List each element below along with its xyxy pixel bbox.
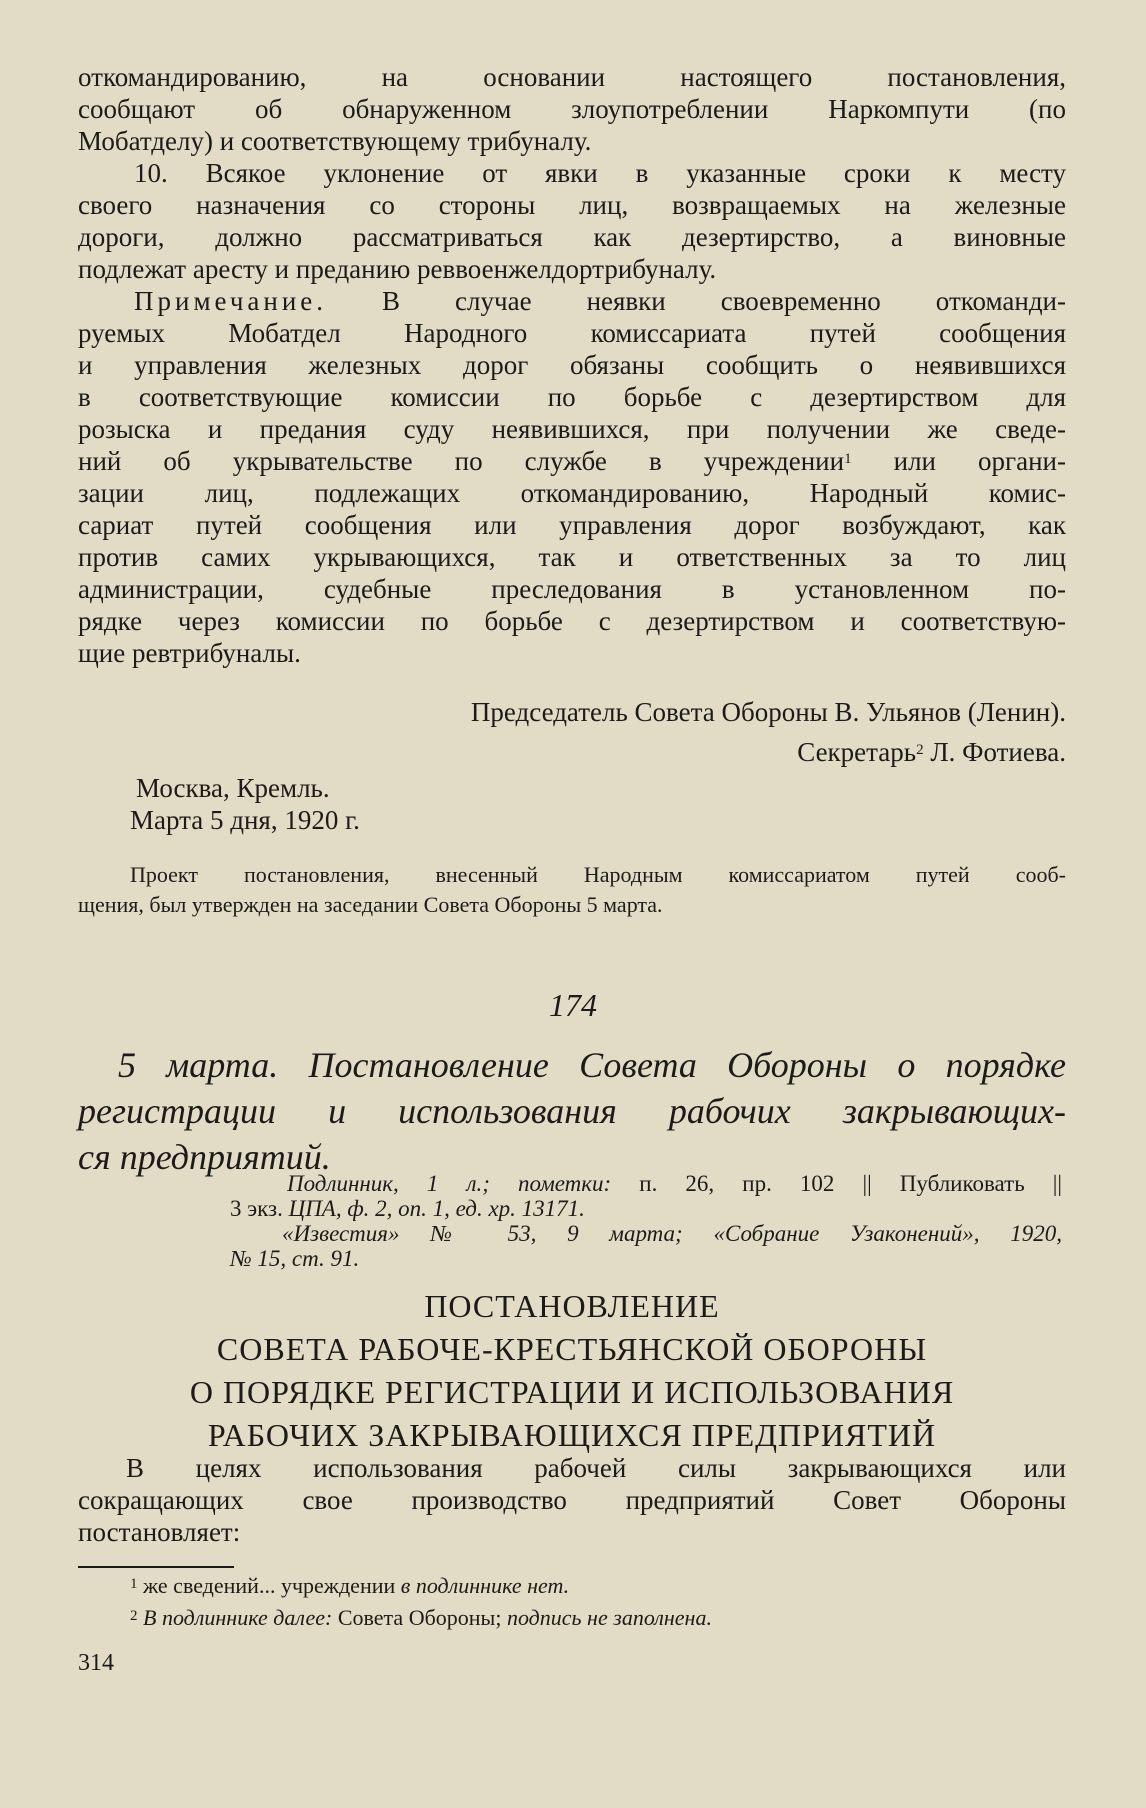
document-number: 174 <box>549 987 597 1023</box>
text-line: щения, был утвержден на заседании Совета Обороны 5 марта. <box>78 892 663 917</box>
text-line: рядке через комиссии по борьбе с дезертирством и соответствую- <box>78 606 1066 636</box>
text-line: администрации, судебные преследования в установленном по- <box>78 574 1066 604</box>
text-line: сариат путей сообщения или управления дорог возбуждают, как <box>78 510 1066 540</box>
chairman-signature: Председатель Совета Обороны В. Ульянов (Ленин). <box>470 697 1066 727</box>
text-line: щие ревтрибуналы. <box>78 638 301 668</box>
footnote-2: $^2$ В подлиннике далее: Совета Обороны; подпись не заполнена. <box>130 1605 712 1630</box>
text-line: сокращающих свое производство предприятий Совет Обороны <box>78 1485 1066 1515</box>
source-line: № 15, ст. 91. <box>230 1246 360 1271</box>
text-line: в соответствующие комиссии по борьбе с дезертирством для <box>78 382 1066 412</box>
text-line: зации лиц, подлежащих откомандированию, Народный комис- <box>78 478 1066 508</box>
title-line: ся предприятий. <box>78 1137 331 1177</box>
text-line: руемых Мобатдел Народного комиссариата путей сообщения <box>78 318 1066 348</box>
footnote-ref-2[interactable]: 2 <box>916 742 924 758</box>
note-label: Примечание. <box>134 286 328 316</box>
text-line: ний об укрывательстве по службе в учреждении$^1$ или органи- <box>78 446 1066 476</box>
continuation-text <box>78 61 1066 669</box>
note-line: Примечание. В случае неявки своевременно откоманди- <box>134 286 1066 316</box>
text-line: подлежат аресту и преданию реввоенжелдортрибуналу. <box>78 254 717 284</box>
intro-paragraph <box>78 1452 1066 1548</box>
text-line: дороги, должно рассматриваться как дезертирство, а виновные <box>78 222 1066 252</box>
text-line: против самих укрывающихся, так и ответственных за то лиц <box>78 542 1066 572</box>
text-line: 10. Всякое уклонение от явки в указанные сроки к месту <box>134 158 1066 188</box>
document-title <box>78 1042 1066 1180</box>
heading-line: РАБОЧИХ ЗАКРЫВАЮЩИХСЯ ПРЕДПРИЯТИЙ <box>207 1417 937 1453</box>
footnote-1: $^1$ же сведений... учреждении в подлиннике нет. <box>130 1573 570 1598</box>
source-reference <box>230 1171 1062 1271</box>
heading-line: ПОСТАНОВЛЕНИЕ <box>424 1288 720 1324</box>
text-line: Мобатделу) и соответствующему трибуналу. <box>78 126 592 156</box>
text-line: постановляет: <box>78 1517 241 1547</box>
signature-block <box>78 692 1066 836</box>
title-line: 5 марта. Постановление Совета Обороны о порядке <box>118 1045 1066 1085</box>
text-line: и управления железных дорог обязаны сообщить о неявившихся <box>78 350 1066 380</box>
signature-place: Москва, Кремль. <box>136 773 330 803</box>
footnote-ref-1[interactable]: 1 <box>844 451 852 467</box>
title-line: регистрации и использования рабочих закрывающих- <box>78 1091 1066 1131</box>
text-line: В целях использования рабочей силы закрывающихся или <box>126 1453 1066 1483</box>
source-line: Подлинник, 1 л.; пометки: п. 26, пр. 102 || Публиковать || <box>287 1171 1062 1196</box>
source-line: «Известия» № 53, 9 марта; «Собрание Узаконений», 1920, <box>282 1221 1062 1246</box>
text-line: розыска и предания суду неявившихся, при получении же сведе- <box>78 414 1066 444</box>
footnotes <box>78 1570 1066 1634</box>
secretary-signature: Секретарь$^2$ Л. Фотиева. <box>797 737 1066 767</box>
text-line: сообщают об обнаруженном злоупотреблении Наркомпути (по <box>78 94 1066 124</box>
text-line: откомандированию, на основании настоящего постановления, <box>78 62 1066 92</box>
editorial-note <box>78 860 1066 920</box>
text-line: своего назначения со стороны лиц, возвращаемых на железные <box>78 190 1066 220</box>
decree-heading <box>78 1285 1066 1457</box>
footnote-divider <box>78 1566 234 1568</box>
heading-line: О ПОРЯДКЕ РЕГИСТРАЦИИ И ИСПОЛЬЗОВАНИЯ <box>189 1374 955 1410</box>
signature-date: Марта 5 дня, 1920 г. <box>130 805 360 835</box>
heading-line: СОВЕТА РАБОЧЕ-КРЕСТЬЯНСКОЙ ОБОРОНЫ <box>216 1331 928 1367</box>
page-number: 314 <box>78 1650 114 1676</box>
text-line: Проект постановления, внесенный Народным комиссариатом путей сооб- <box>130 862 1066 887</box>
source-line: 3 экз. ЦПА, ф. 2, оп. 1, ед. хр. 13171. <box>230 1196 585 1221</box>
